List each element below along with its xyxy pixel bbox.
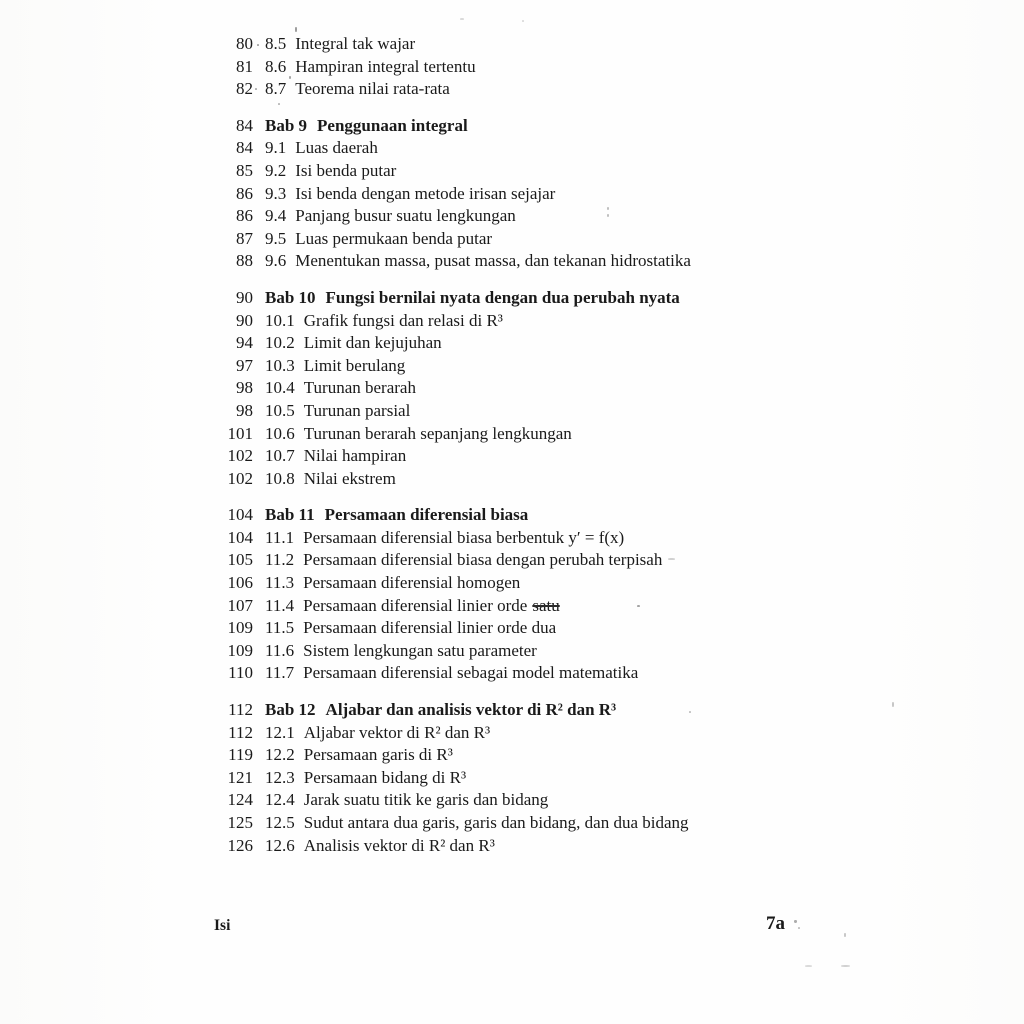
entry-title: Menentukan massa, pusat massa, dan tekanan hidrostatika	[295, 251, 691, 271]
toc-group	[213, 115, 691, 273]
toc-entry	[213, 640, 691, 663]
entry-title: Analisis vektor di R² dan R³	[303, 835, 495, 855]
entry-page-number: 86	[236, 183, 253, 203]
scan-speck	[668, 558, 675, 560]
entry-page-number: 87	[236, 228, 253, 248]
entry-section-number: 8.7	[265, 79, 287, 99]
toc-entry	[213, 205, 691, 228]
toc-entry	[213, 160, 691, 183]
entry-page-number: 90	[236, 310, 253, 330]
entry-section-number: 10.8	[265, 468, 295, 488]
entry-section-number: 11.7	[265, 663, 295, 683]
entry-title: Integral tak wajar	[295, 34, 416, 53]
entry-section-number: 12.5	[265, 813, 295, 832]
toc-entry	[213, 310, 691, 333]
entry-page-number: 102	[227, 446, 253, 466]
toc-entry	[213, 33, 691, 56]
entry-section-number: 9.5	[265, 228, 287, 248]
chapter-title: Fungsi bernilai nyata dengan dua perubah nyata	[325, 287, 680, 307]
entry-page-number: 107	[227, 595, 253, 615]
scan-speck	[295, 27, 297, 32]
entry-title: Persamaan diferensial biasa berbentuk y′ = f(x)	[303, 527, 625, 547]
toc-entry	[213, 595, 691, 618]
chapter-page-number: 84	[236, 115, 253, 135]
toc-entry	[213, 835, 691, 858]
chapter-label: Bab 9	[265, 115, 308, 135]
scan-speck	[289, 76, 291, 79]
toc-entry	[213, 332, 691, 355]
entry-section-number: 10.3	[265, 355, 295, 375]
entry-title: Isi benda dengan metode irisan sejajar	[295, 183, 556, 203]
entry-title: Panjang busur suatu lengkungan	[295, 206, 516, 226]
entry-page-number: 109	[227, 640, 253, 660]
entry-page-number: 81	[236, 56, 253, 76]
entry-section-number: 10.1	[265, 310, 295, 330]
entry-page-number: 97	[236, 355, 253, 375]
toc-entry	[213, 549, 691, 572]
toc-entry	[213, 377, 691, 400]
scan-speck	[841, 965, 850, 967]
entry-page-number: 126	[227, 835, 253, 855]
chapter-label: Bab 12	[265, 700, 316, 720]
toc-entry	[213, 423, 691, 446]
toc-chapter-heading	[213, 699, 691, 722]
toc-entry	[213, 137, 691, 160]
entry-page-number: 86	[236, 206, 253, 226]
entry-title: Turunan berarah	[303, 378, 416, 398]
toc-chapter-heading	[213, 504, 691, 527]
toc-entry	[213, 744, 691, 767]
entry-title: Isi benda putar	[295, 160, 397, 180]
entry-page-number: 88	[236, 251, 253, 271]
entry-section-number: 10.5	[265, 400, 295, 420]
scan-speck	[637, 605, 640, 607]
chapter-page-number: 112	[228, 700, 253, 720]
entry-section-number: 8.6	[265, 56, 287, 76]
footer-page-number: 7a	[766, 913, 785, 934]
entry-section-number: 10.7	[265, 446, 295, 466]
toc-group	[213, 504, 691, 685]
entry-section-number: 10.6	[265, 423, 295, 443]
entry-section-number: 8.5	[265, 34, 287, 53]
toc-group	[213, 287, 691, 490]
entry-section-number: 11.3	[265, 573, 295, 593]
toc-list	[213, 33, 691, 857]
entry-page-number: 84	[236, 138, 253, 158]
toc-entry	[213, 183, 691, 206]
chapter-heading	[265, 504, 528, 527]
toc-entry	[213, 400, 691, 423]
entry-page-number: 121	[227, 767, 253, 787]
scan-speck	[798, 927, 800, 929]
chapter-page-number: 104	[227, 505, 253, 525]
entry-title: Persamaan diferensial sebagai model matematika	[303, 663, 639, 683]
entry-title: Persamaan diferensial homogen	[303, 573, 521, 593]
entry-page-number: 82	[236, 79, 253, 99]
entry-title: Limit dan kejujuhan	[303, 333, 442, 353]
entry-page-number: 98	[236, 378, 253, 398]
entry-title: Turunan parsial	[303, 400, 411, 420]
scan-speck	[805, 965, 812, 967]
scan-speck	[844, 933, 846, 937]
entry-section-number: 10.4	[265, 378, 295, 398]
toc-entry	[213, 812, 691, 835]
toc-group	[213, 699, 691, 857]
toc-entry	[213, 250, 691, 273]
toc-entry	[213, 722, 691, 745]
scan-speck	[689, 711, 691, 713]
entry-page-number: 98	[236, 400, 253, 420]
entry-title: Sistem lengkungan satu parameter	[303, 640, 537, 660]
scan-speck	[794, 920, 797, 923]
entry-title: Persamaan bidang di R³	[303, 767, 467, 787]
toc-entry	[213, 355, 691, 378]
chapter-title: Persamaan diferensial biasa	[324, 505, 529, 525]
scan-speck	[257, 44, 259, 46]
entry-page-number: 85	[236, 160, 253, 180]
entry-section-number: 12.1	[265, 722, 295, 742]
scan-speck	[607, 214, 609, 217]
entry-page-number: 94	[236, 333, 253, 353]
entry-section-number: 11.6	[265, 640, 295, 660]
entry-section-number: 9.3	[265, 183, 287, 203]
entry-title-text: Persamaan diferensial linier orde	[303, 595, 528, 615]
entry-section-number: 10.2	[265, 333, 295, 353]
entry-section-number: 9.4	[265, 206, 287, 226]
entry-page-number: 101	[227, 423, 253, 443]
scan-speck	[522, 20, 524, 22]
entry-title: Turunan berarah sepanjang lengkungan	[303, 423, 572, 443]
entry-section-number: 9.1	[265, 138, 287, 158]
entry-section-number: 12.6	[265, 835, 295, 855]
entry-section-number: 12.2	[265, 745, 295, 765]
entry-title: Persamaan diferensial linier orde dua	[303, 618, 557, 638]
chapter-heading	[265, 115, 468, 138]
entry-title: Teorema nilai rata-rata	[295, 79, 450, 99]
entry-title: Persamaan garis di R³	[303, 745, 453, 765]
entry-title: Hampiran integral tertentu	[295, 56, 476, 76]
toc-entry	[213, 617, 691, 640]
scan-speck	[460, 18, 464, 20]
entry-page-number: 105	[227, 550, 253, 570]
entry-section-number: 11.4	[265, 595, 295, 615]
toc-entry	[213, 228, 691, 251]
entry-title: Sudut antara dua garis, garis dan bidang, dan dua bidang	[303, 813, 689, 832]
entry-section-number: 11.1	[265, 527, 295, 547]
entry-section-number: 12.3	[265, 767, 295, 787]
chapter-heading	[265, 699, 616, 722]
entry-section-number: 12.4	[265, 790, 295, 810]
entry-section-number: 11.2	[265, 550, 295, 570]
toc-entry	[213, 527, 691, 550]
chapter-title: Aljabar dan analisis vektor di R² dan R³	[325, 700, 617, 720]
toc-entry	[213, 572, 691, 595]
entry-title: Limit berulang	[303, 355, 406, 375]
entry-title: Nilai ekstrem	[303, 468, 396, 488]
entry-page-number: 106	[227, 573, 253, 593]
entry-section-number: 9.2	[265, 160, 287, 180]
toc-entry	[213, 78, 691, 101]
chapter-heading	[265, 287, 680, 310]
entry-title: Luas permukaan benda putar	[295, 228, 493, 248]
scan-speck	[255, 88, 257, 90]
toc-entry	[213, 445, 691, 468]
entry-page-number: 124	[227, 790, 253, 810]
chapter-title: Penggunaan integral	[317, 115, 468, 135]
footer-section-label: Isi	[214, 917, 231, 934]
entry-page-number: 104	[227, 527, 253, 547]
entry-title: Aljabar vektor di R² dan R³	[303, 722, 491, 742]
scan-speck	[607, 207, 609, 210]
struck-word: satu	[532, 595, 560, 615]
entry-page-number: 102	[227, 468, 253, 488]
toc-entry	[213, 789, 691, 812]
entry-section-number: 11.5	[265, 618, 295, 638]
toc-entry	[213, 662, 691, 685]
entry-title: Jarak suatu titik ke garis dan bidang	[303, 790, 549, 810]
chapter-label: Bab 11	[265, 505, 315, 525]
scan-speck	[892, 702, 894, 707]
entry-title: Grafik fungsi dan relasi di R³	[303, 310, 503, 330]
entry-page-number: 125	[227, 813, 253, 832]
chapter-page-number: 90	[236, 287, 253, 307]
toc-entry	[213, 767, 691, 790]
entry-page-number: 109	[227, 618, 253, 638]
toc-entry	[213, 468, 691, 491]
entry-page-number: 80	[236, 34, 253, 53]
toc-group	[213, 33, 691, 101]
entry-title: Persamaan diferensial biasa dengan perubah terpisah	[303, 550, 663, 570]
toc-chapter-heading	[213, 115, 691, 138]
entry-page-number: 119	[228, 745, 253, 765]
entry-section-number: 9.6	[265, 251, 287, 271]
entry-title: Luas daerah	[295, 138, 378, 158]
entry-page-number: 110	[228, 663, 253, 683]
entry-title	[303, 595, 575, 618]
entry-page-number: 112	[228, 722, 253, 742]
toc-entry	[213, 56, 691, 79]
entry-title: Nilai hampiran	[303, 446, 407, 466]
chapter-label: Bab 10	[265, 287, 316, 307]
toc-chapter-heading	[213, 287, 691, 310]
scan-speck	[278, 103, 280, 105]
